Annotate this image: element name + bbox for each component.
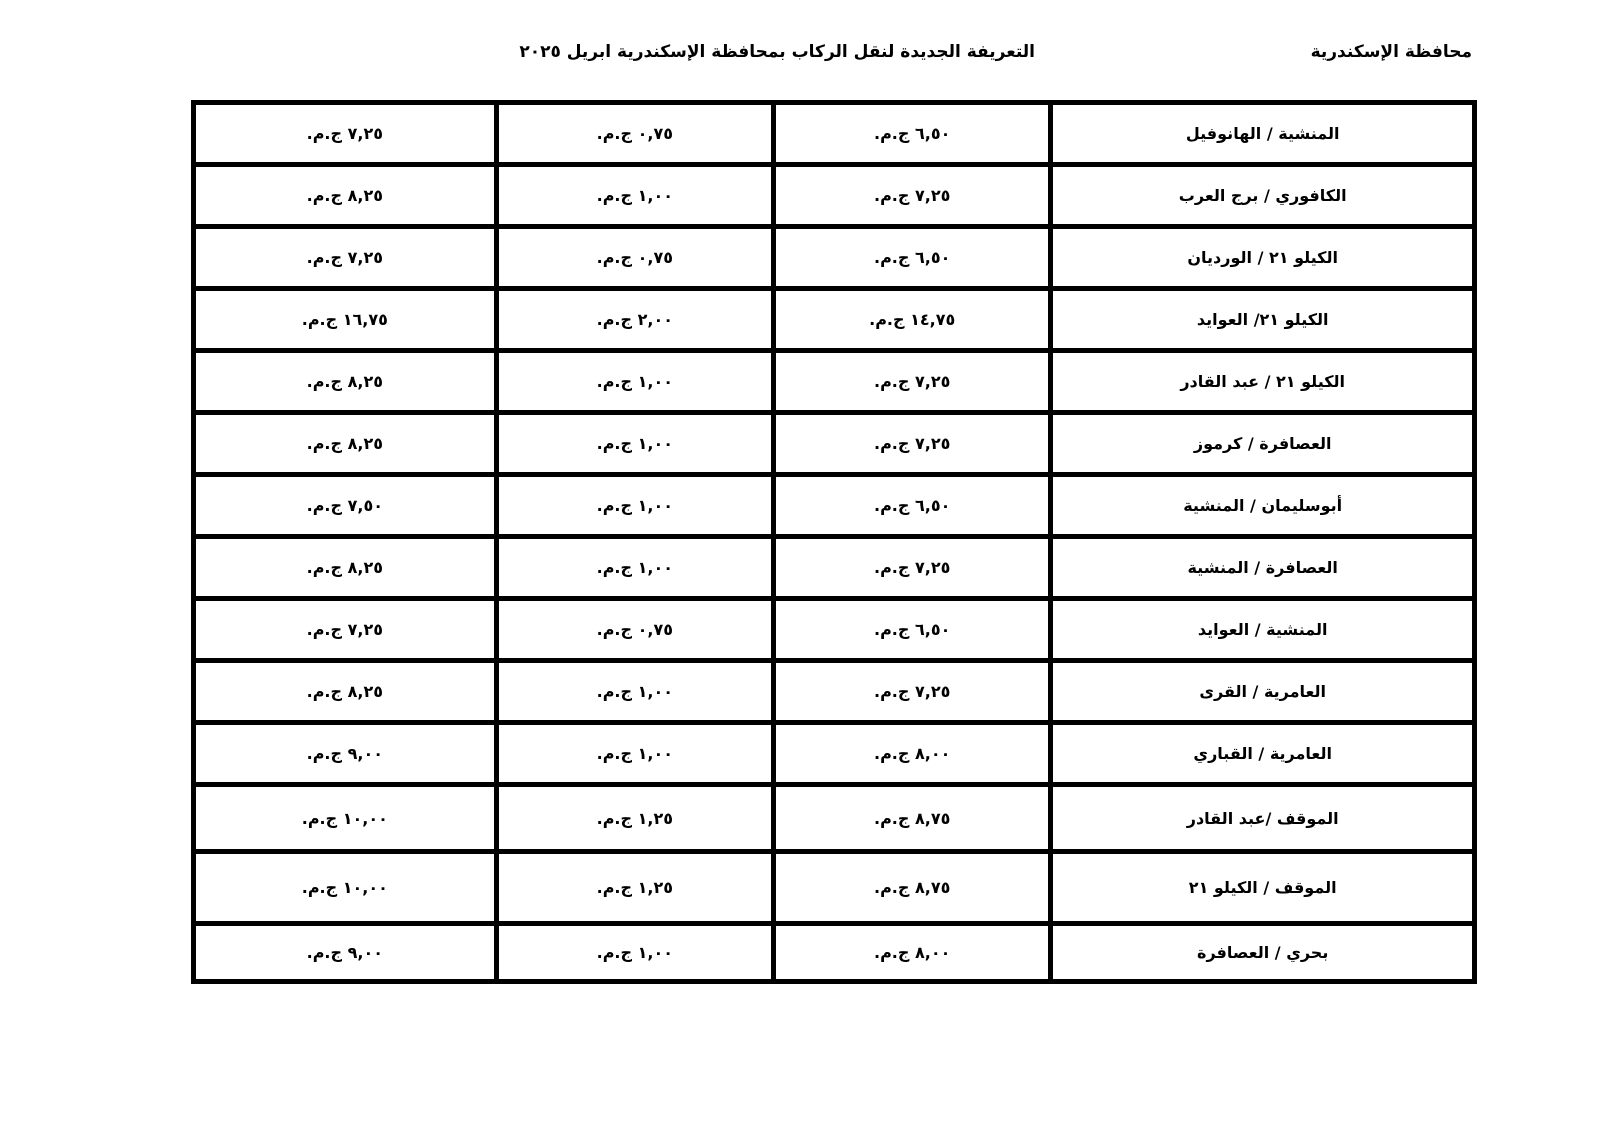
governorate-label: محافظة الإسكندرية xyxy=(1310,42,1472,62)
new-fare-cell: ٩,٠٠ ج.م. xyxy=(194,924,497,982)
increase-cell: ١,٠٠ ج.م. xyxy=(496,165,773,227)
increase-cell: ١,٢٥ ج.م. xyxy=(496,785,773,852)
table-row xyxy=(194,475,1475,537)
old-fare-cell: ٧,٢٥ ج.م. xyxy=(774,165,1051,227)
old-fare-cell: ٧,٢٥ ج.م. xyxy=(774,351,1051,413)
route-cell: الكيلو ٢١ / عبد القادر xyxy=(1051,351,1475,413)
increase-cell: ٠,٧٥ ج.م. xyxy=(496,227,773,289)
table-row xyxy=(194,599,1475,661)
new-fare-cell: ١٠,٠٠ ج.م. xyxy=(194,852,497,924)
route-cell: الكافوري / برج العرب xyxy=(1051,165,1475,227)
route-cell: بحري / العصافرة xyxy=(1051,924,1475,982)
old-fare-cell: ٨,٧٥ ج.م. xyxy=(774,785,1051,852)
new-fare-cell: ٧,٢٥ ج.م. xyxy=(194,103,497,165)
table-row xyxy=(194,227,1475,289)
old-fare-cell: ١٤,٧٥ ج.م. xyxy=(774,289,1051,351)
new-fare-cell: ٨,٢٥ ج.م. xyxy=(194,351,497,413)
route-cell: الكيلو ٢١ / الورديان xyxy=(1051,227,1475,289)
increase-cell: ٠,٧٥ ج.م. xyxy=(496,103,773,165)
increase-cell: ١,٠٠ ج.م. xyxy=(496,537,773,599)
table-row xyxy=(194,924,1475,982)
table-row xyxy=(194,537,1475,599)
old-fare-cell: ٦,٥٠ ج.م. xyxy=(774,475,1051,537)
new-fare-cell: ٨,٢٥ ج.م. xyxy=(194,661,497,723)
increase-cell: ١,٢٥ ج.م. xyxy=(496,852,773,924)
old-fare-cell: ٨,٧٥ ج.م. xyxy=(774,852,1051,924)
new-fare-cell: ١٦,٧٥ ج.م. xyxy=(194,289,497,351)
route-cell: العامرية / القرى xyxy=(1051,661,1475,723)
table-row xyxy=(194,723,1475,785)
old-fare-cell: ٧,٢٥ ج.م. xyxy=(774,413,1051,475)
increase-cell: ١,٠٠ ج.م. xyxy=(496,924,773,982)
table-row xyxy=(194,785,1475,852)
table-row xyxy=(194,351,1475,413)
new-fare-cell: ٨,٢٥ ج.م. xyxy=(194,537,497,599)
increase-cell: ١,٠٠ ج.م. xyxy=(496,475,773,537)
table-row xyxy=(194,165,1475,227)
old-fare-cell: ٦,٥٠ ج.م. xyxy=(774,599,1051,661)
increase-cell: ١,٠٠ ج.م. xyxy=(496,723,773,785)
route-cell: الموقف /عبد القادر xyxy=(1051,785,1475,852)
old-fare-cell: ٨,٠٠ ج.م. xyxy=(774,924,1051,982)
new-fare-cell: ٩,٠٠ ج.م. xyxy=(194,723,497,785)
increase-cell: ٠,٧٥ ج.م. xyxy=(496,599,773,661)
table-row xyxy=(194,289,1475,351)
new-fare-cell: ٧,٢٥ ج.م. xyxy=(194,227,497,289)
table-row xyxy=(194,103,1475,165)
old-fare-cell: ٦,٥٠ ج.م. xyxy=(774,227,1051,289)
route-cell: المنشية / العوايد xyxy=(1051,599,1475,661)
table-row xyxy=(194,852,1475,924)
new-fare-cell: ٨,٢٥ ج.م. xyxy=(194,413,497,475)
new-fare-cell: ٨,٢٥ ج.م. xyxy=(194,165,497,227)
increase-cell: ١,٠٠ ج.م. xyxy=(496,351,773,413)
route-cell: العصافرة / المنشية xyxy=(1051,537,1475,599)
route-cell: الموقف / الكيلو ٢١ xyxy=(1051,852,1475,924)
route-cell: أبوسليمان / المنشية xyxy=(1051,475,1475,537)
old-fare-cell: ٦,٥٠ ج.م. xyxy=(774,103,1051,165)
old-fare-cell: ٨,٠٠ ج.م. xyxy=(774,723,1051,785)
new-fare-cell: ٧,٢٥ ج.م. xyxy=(194,599,497,661)
new-fare-cell: ١٠,٠٠ ج.م. xyxy=(194,785,497,852)
new-fare-cell: ٧,٥٠ ج.م. xyxy=(194,475,497,537)
increase-cell: ١,٠٠ ج.م. xyxy=(496,413,773,475)
route-cell: العصافرة / كرموز xyxy=(1051,413,1475,475)
page-title: التعريفة الجديدة لنقل الركاب بمحافظة الإسكندرية ابريل ٢٠٢٥ xyxy=(519,42,1035,62)
fare-table xyxy=(191,100,1477,984)
table-row xyxy=(194,661,1475,723)
route-cell: الكيلو ٢١/ العوايد xyxy=(1051,289,1475,351)
route-cell: المنشية / الهانوفيل xyxy=(1051,103,1475,165)
old-fare-cell: ٧,٢٥ ج.م. xyxy=(774,661,1051,723)
route-cell: العامرية / القباري xyxy=(1051,723,1475,785)
increase-cell: ٢,٠٠ ج.م. xyxy=(496,289,773,351)
table-row xyxy=(194,413,1475,475)
old-fare-cell: ٧,٢٥ ج.م. xyxy=(774,537,1051,599)
increase-cell: ١,٠٠ ج.م. xyxy=(496,661,773,723)
